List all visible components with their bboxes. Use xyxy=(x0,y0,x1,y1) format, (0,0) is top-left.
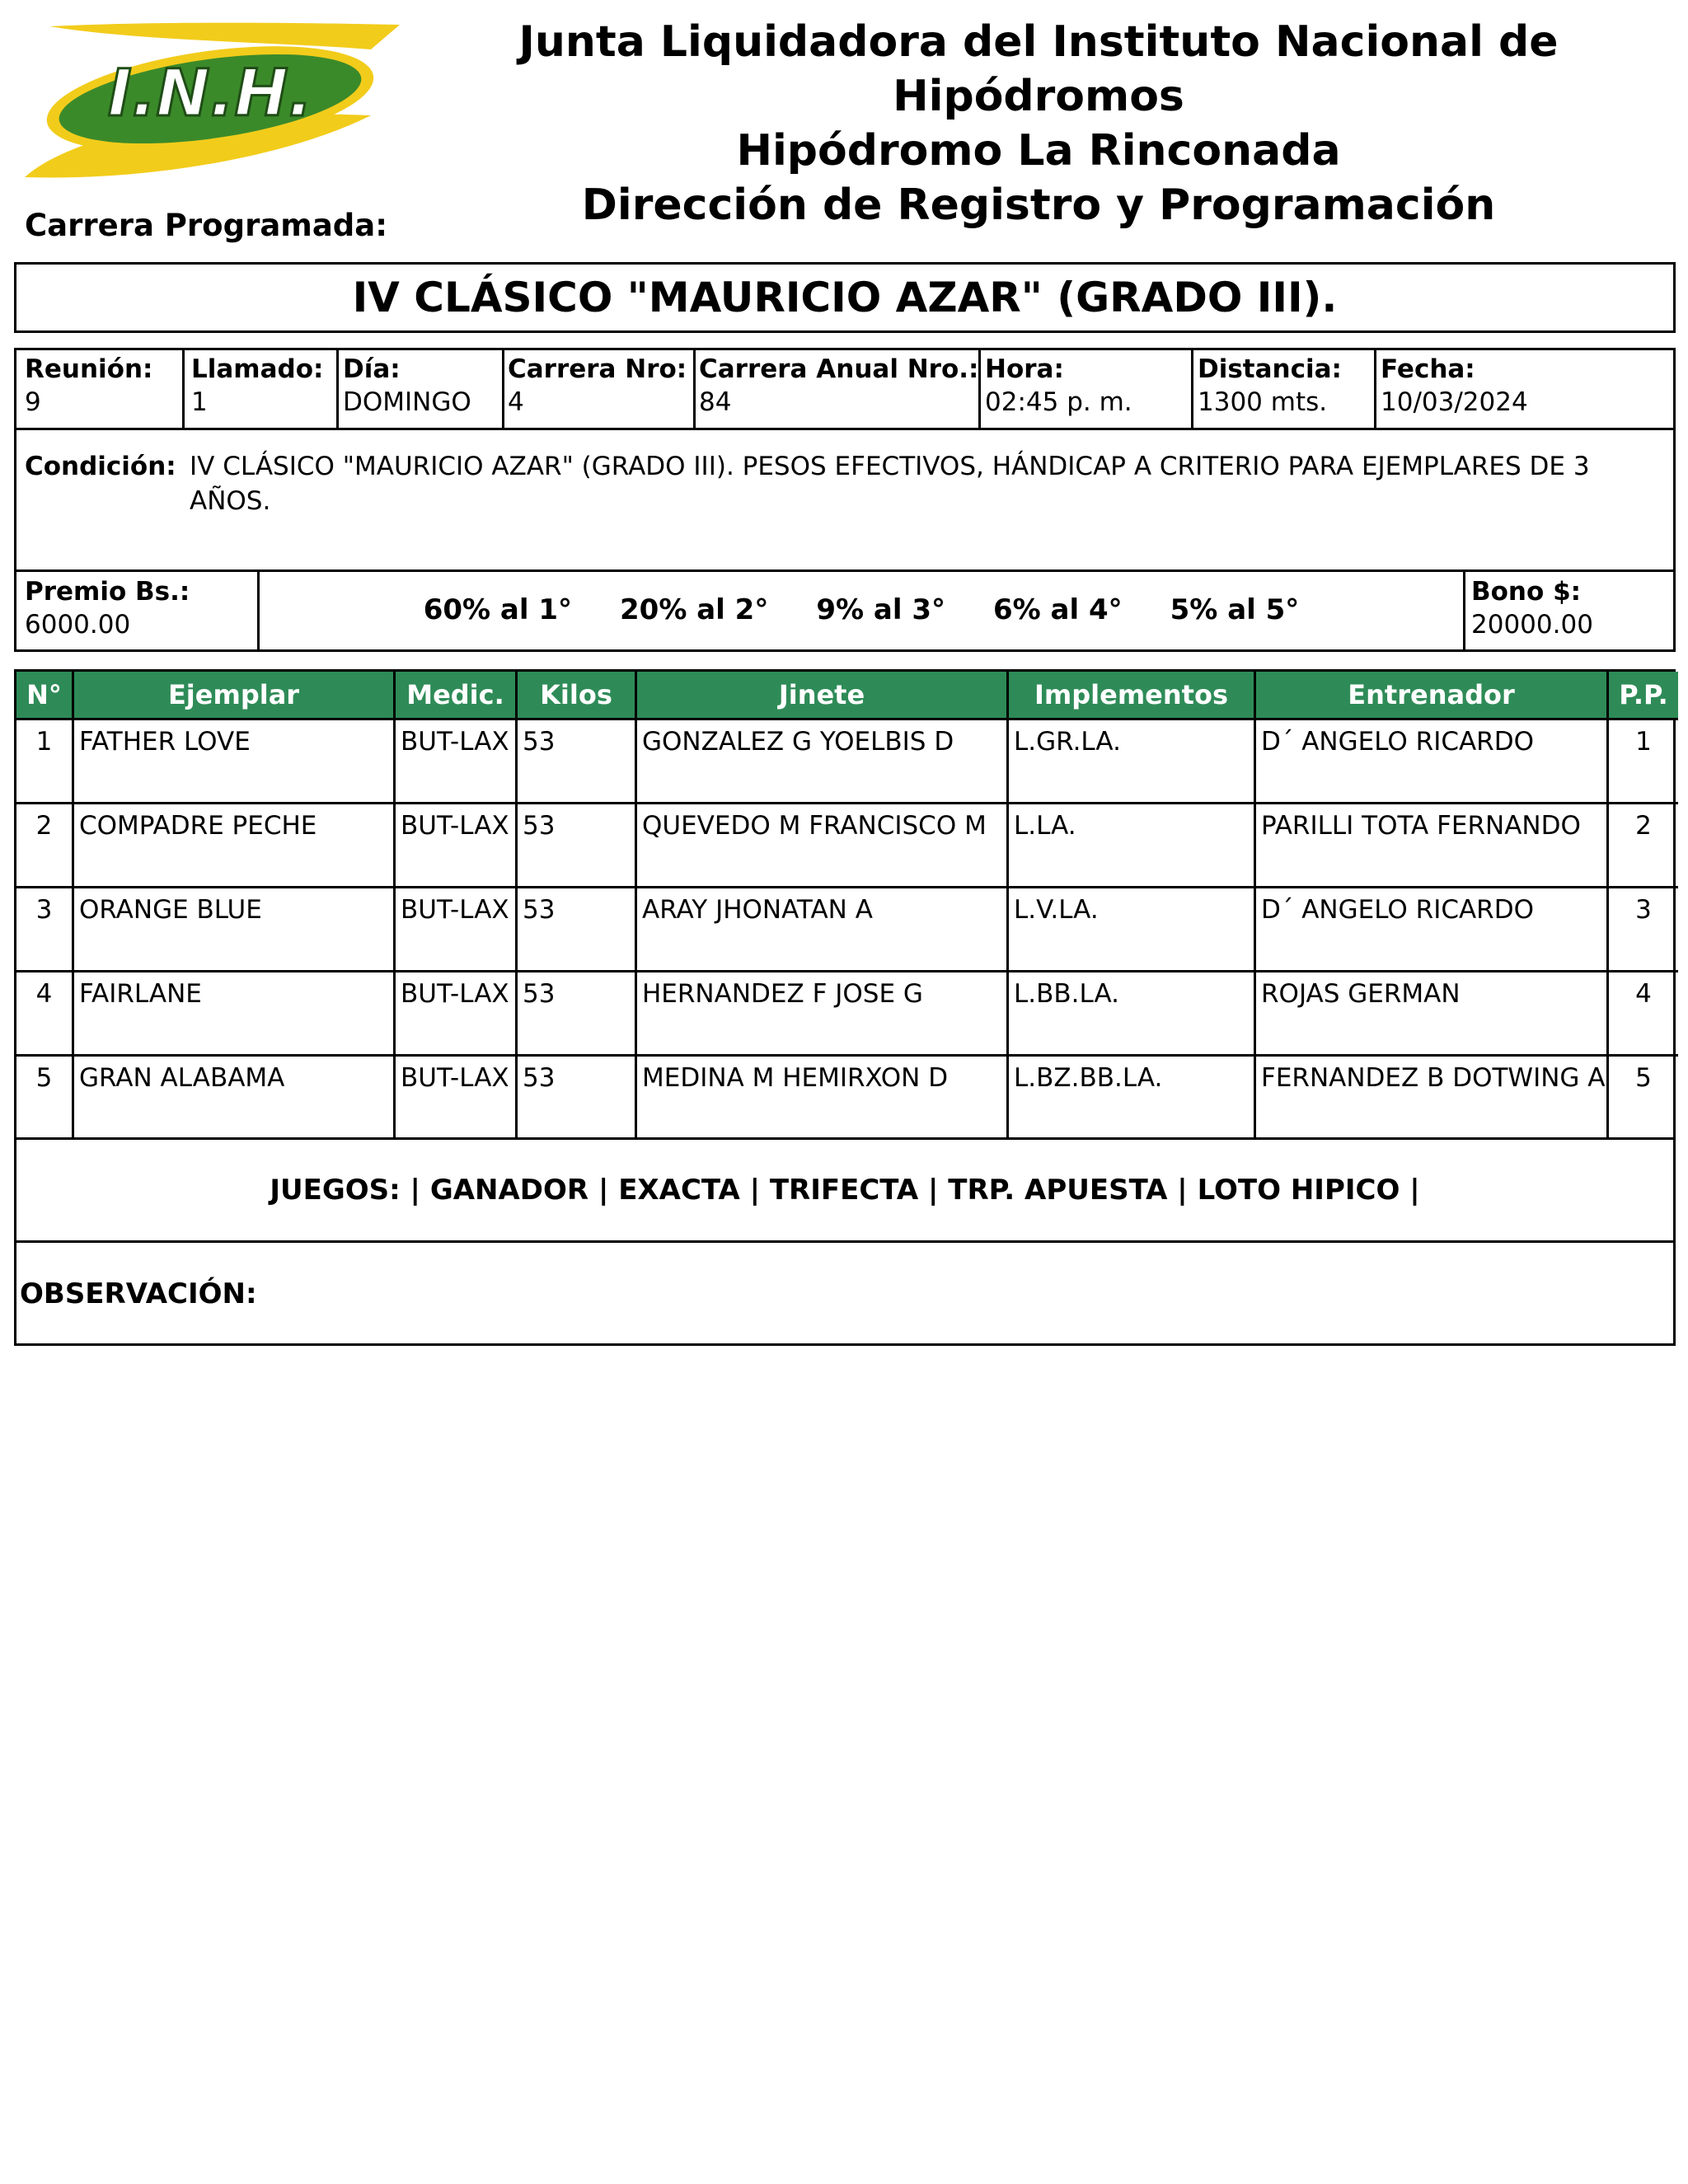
table-row-5-ejemplar: GRAN ALABAMA xyxy=(74,1054,396,1138)
llamado-field: Llamado: 1 xyxy=(191,354,324,417)
premio-dist-4: 6% al 4° xyxy=(992,593,1123,626)
dia-field: Día: DOMINGO xyxy=(343,354,471,417)
race-title-box xyxy=(14,262,1676,333)
table-row-4-jinete: HERNANDEZ F JOSE G xyxy=(637,970,1009,1054)
table-row-3-n: 3 xyxy=(16,886,74,970)
table-row-5-n: 5 xyxy=(16,1054,74,1138)
fecha-value: 10/03/2024 xyxy=(1381,387,1528,417)
table-row-2-n: 2 xyxy=(16,802,74,886)
race-title: IV CLÁSICO "MAURICIO AZAR" (GRADO III). xyxy=(352,274,1338,321)
distancia-value: 1300 mts. xyxy=(1198,387,1328,417)
premio-value: 6000.00 xyxy=(25,610,131,640)
table-row-3-medic: BUT-LAX xyxy=(396,886,518,970)
bono-field: Bono $: 20000.00 xyxy=(1471,577,1593,640)
table-row-1-entrenador: D´ ANGELO RICARDO xyxy=(1256,718,1609,802)
table-row-4-ejemplar: FAIRLANE xyxy=(74,970,396,1054)
dia-value: DOMINGO xyxy=(343,387,471,417)
inh-logo xyxy=(16,16,404,181)
observacion-label: OBSERVACIÓN: xyxy=(20,1277,257,1310)
carrera-nro-field: Carrera Nro: 4 xyxy=(508,354,687,417)
table-row-2-kilos: 53 xyxy=(518,802,637,886)
table-row-1-pp: 1 xyxy=(1609,718,1678,802)
entries-table xyxy=(14,669,1676,1140)
bono-value: 20000.00 xyxy=(1471,610,1593,640)
table-row-4-n: 4 xyxy=(16,970,74,1054)
reunion-value: 9 xyxy=(25,387,41,417)
table-row-1-implementos: L.GR.LA. xyxy=(1009,718,1256,802)
observacion-box xyxy=(14,1240,1676,1346)
table-row-1-medic: BUT-LAX xyxy=(396,718,518,802)
table-row-3-ejemplar: ORANGE BLUE xyxy=(74,886,396,970)
col-header-pp: P.P. xyxy=(1609,672,1678,718)
header-line-2: Hipódromo La Rinconada xyxy=(736,126,1341,176)
llamado-value: 1 xyxy=(191,387,208,417)
premio-dist-3: 9% al 3° xyxy=(816,593,945,626)
table-row-4-medic: BUT-LAX xyxy=(396,970,518,1054)
juegos-text: JUEGOS: | GANADOR | EXACTA | TRIFECTA | TRP. APUESTA | LOTO HIPICO | xyxy=(270,1174,1420,1207)
col-header-ejemplar: Ejemplar xyxy=(74,672,396,718)
distancia-field: Distancia: 1300 mts. xyxy=(1198,354,1342,417)
table-row-4-pp: 4 xyxy=(1609,970,1678,1054)
header-titles xyxy=(404,15,1673,232)
table-row-3-kilos: 53 xyxy=(518,886,637,970)
table-row-5-jinete: MEDINA M HEMIRXON D xyxy=(637,1054,1009,1138)
table-row-1-n: 1 xyxy=(16,718,74,802)
table-row-4-kilos: 53 xyxy=(518,970,637,1054)
table-row-3-pp: 3 xyxy=(1609,886,1678,970)
juegos-box xyxy=(14,1137,1676,1243)
premio-distribution xyxy=(260,593,1463,630)
col-header-implementos: Implementos xyxy=(1009,672,1256,718)
section-label: Carrera Programada: xyxy=(25,208,388,243)
table-row-5-pp: 5 xyxy=(1609,1054,1678,1138)
col-header-n: N° xyxy=(16,672,74,718)
condicion-label: Condición: xyxy=(25,452,176,481)
table-row-1-ejemplar: FATHER LOVE xyxy=(74,718,396,802)
table-row-3-implementos: L.V.LA. xyxy=(1009,886,1256,970)
table-row-2-medic: BUT-LAX xyxy=(396,802,518,886)
premio-dist-5: 5% al 5° xyxy=(1170,593,1300,626)
reunion-field: Reunión: 9 xyxy=(25,354,153,417)
carrera-anual-field: Carrera Anual Nro.: 84 xyxy=(699,354,979,417)
carrera-anual-value: 84 xyxy=(699,387,732,417)
table-row-2-jinete: QUEVEDO M FRANCISCO M xyxy=(637,802,1009,886)
header-line-1: Junta Liquidadora del Instituto Nacional de Hipódromos xyxy=(518,17,1559,121)
table-row-2-implementos: L.LA. xyxy=(1009,802,1256,886)
premio-dist-1: 60% al 1° xyxy=(423,593,573,626)
premio-dist-2: 20% al 2° xyxy=(620,593,769,626)
table-row-4-implementos: L.BB.LA. xyxy=(1009,970,1256,1054)
table-row-3-jinete: ARAY JHONATAN A xyxy=(637,886,1009,970)
col-header-jinete: Jinete xyxy=(637,672,1009,718)
fecha-field: Fecha: 10/03/2024 xyxy=(1381,354,1528,417)
table-row-2-entrenador: PARILLI TOTA FERNANDO xyxy=(1256,802,1609,886)
col-header-kilos: Kilos xyxy=(518,672,637,718)
table-row-5-kilos: 53 xyxy=(518,1054,637,1138)
table-row-5-entrenador: FERNANDEZ B DOTWING A xyxy=(1256,1054,1609,1138)
col-header-medic: Medic. xyxy=(396,672,518,718)
hora-field: Hora: 02:45 p. m. xyxy=(985,354,1132,417)
table-row-1-kilos: 53 xyxy=(518,718,637,802)
hora-value: 02:45 p. m. xyxy=(985,387,1132,417)
table-row-2-ejemplar: COMPADRE PECHE xyxy=(74,802,396,886)
table-row-3-entrenador: D´ ANGELO RICARDO xyxy=(1256,886,1609,970)
logo-text: I.N.H. xyxy=(107,57,313,131)
table-row-2-pp: 2 xyxy=(1609,802,1678,886)
carrera-nro-value: 4 xyxy=(508,387,524,417)
table-row-5-implementos: L.BZ.BB.LA. xyxy=(1009,1054,1256,1138)
table-row-1-jinete: GONZALEZ G YOELBIS D xyxy=(637,718,1009,802)
table-row-4-entrenador: ROJAS GERMAN xyxy=(1256,970,1609,1054)
premio-field: Premio Bs.: 6000.00 xyxy=(25,577,190,640)
col-header-entrenador: Entrenador xyxy=(1256,672,1609,718)
header-line-3: Dirección de Registro y Programación xyxy=(581,180,1496,230)
condicion-text: IV CLÁSICO "MAURICIO AZAR" (GRADO III). PESOS EFECTIVOS, HÁNDICAP A CRITERIO PARA EJEMPLARES DE 3 AÑOS. xyxy=(190,452,1590,516)
table-row-5-medic: BUT-LAX xyxy=(396,1054,518,1138)
